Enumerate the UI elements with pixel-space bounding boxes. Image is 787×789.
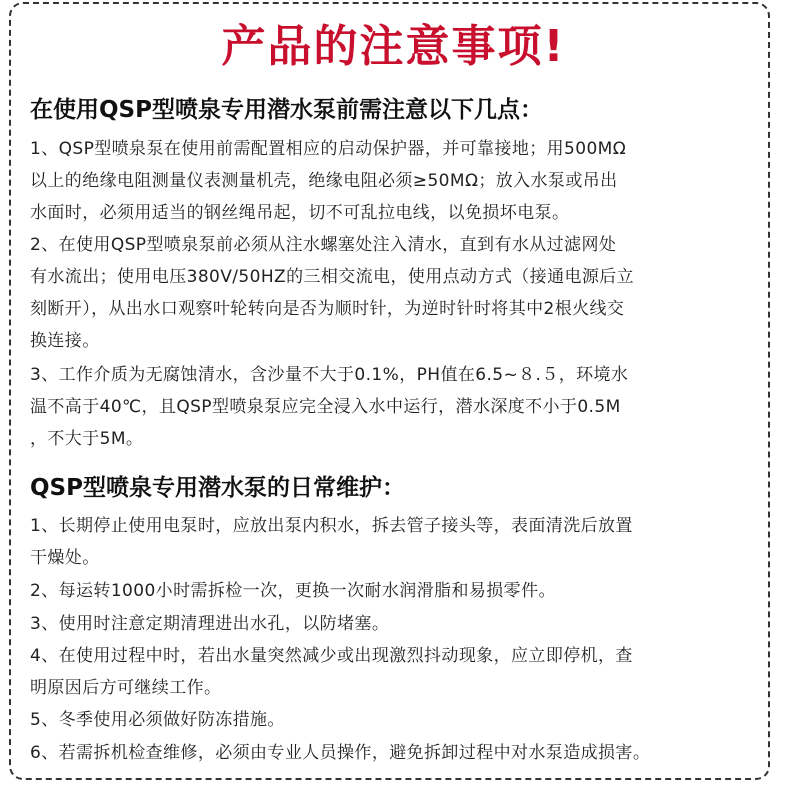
text-line: 2、在使用QSP型喷泉泵前必须从注水螺塞处注入清水，直到有水从过滤网处 xyxy=(30,235,617,255)
precaution-item-2 xyxy=(30,229,775,357)
precaution-item-3 xyxy=(30,359,775,455)
maintenance-item-4 xyxy=(30,640,775,704)
text-line: ，不大于5M。 xyxy=(30,429,144,449)
precaution-item-1 xyxy=(30,133,775,229)
text-line: 5、冬季使用必须做好防冻措施。 xyxy=(30,710,285,730)
section-heading-precautions: 在使用QSP型喷泉专用潜水泵前需注意以下几点： xyxy=(30,97,543,123)
maintenance-item-2 xyxy=(30,575,775,607)
text-line: 1、长期停止使用电泵时，应放出泵内积水，拆去管子接头等，表面清洗后放置 xyxy=(30,516,633,536)
text-line: 以上的绝缘电阻测量仪表测量机壳，绝缘电阻必须≥50MΩ；放入水泵或吊出 xyxy=(30,171,618,191)
maintenance-item-6 xyxy=(30,737,775,769)
text-line: 6、若需拆机检查维修，必须由专业人员操作，避免拆卸过程中对水泵造成损害。 xyxy=(30,743,651,763)
text-line: 换连接。 xyxy=(30,331,100,351)
text-line: 水面时，必须用适当的钢丝绳吊起，切不可乱拉电线，以免损坏电泵。 xyxy=(30,203,570,223)
maintenance-item-5 xyxy=(30,704,775,736)
text-line: 3、使用时注意定期清理进出水孔，以防堵塞。 xyxy=(30,614,390,634)
text-line: 有水流出；使用电压380V/50HZ的三相交流电，使用点动方式（接通电源后立 xyxy=(30,267,635,287)
text-line: 明原因后方可继续工作。 xyxy=(30,678,222,698)
text-line: 3、工作介质为无腐蚀清水，含沙量不大于0.1%，PH值在6.5~８.５，环境水 xyxy=(30,365,629,385)
text-line: 温不高于40℃，且QSP型喷泉泵应完全浸入水中运行，潜水深度不小于0.5M xyxy=(30,397,621,417)
section-heading-maintenance: QSP型喷泉专用潜水泵的日常维护： xyxy=(30,475,405,501)
text-line: 4、在使用过程中时，若出水量突然减少或出现激烈抖动现象，应立即停机，查 xyxy=(30,646,633,666)
page-title: 产品的注意事项! xyxy=(221,21,566,72)
text-line: 干燥处。 xyxy=(30,548,100,568)
text-line: 2、每运转1000小时需拆检一次，更换一次耐水润滑脂和易损零件。 xyxy=(30,581,556,601)
maintenance-item-3 xyxy=(30,608,775,640)
maintenance-item-1 xyxy=(30,510,775,574)
text-line: 1、QSP型喷泉泵在使用前需配置相应的启动保护器，并可靠接地；用500MΩ xyxy=(30,139,627,159)
text-line: 刻断开），从出水口观察叶轮转向是否为顺时针，为逆时针时将其中2根火线交 xyxy=(30,299,625,319)
